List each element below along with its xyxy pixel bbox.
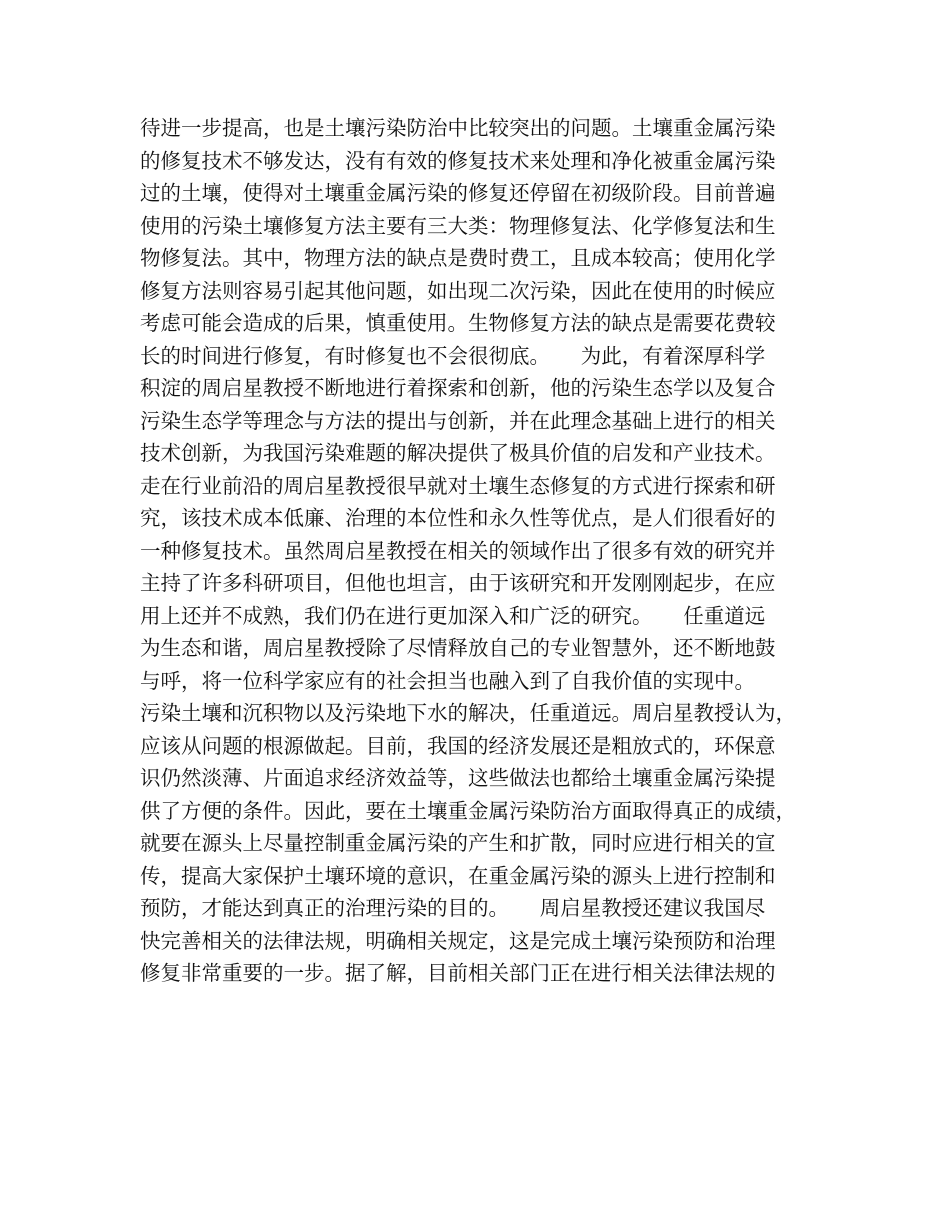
text-line-6: 修复方法则容易引起其他问题，如出现二次污染，因此在使用的时候应 (140, 278, 776, 303)
text-line-20: 应该从问题的根源做起。目前，我国的经济发展还是粗放式的，环保意 (140, 733, 776, 758)
text-line-19: 污染土壤和沉积物以及污染地下水的解决，任重道远。周启星教授认为， (140, 701, 796, 725)
text-line-9: 积淀的周启星教授不断地进行着探索和创新，他的污染生态学以及复合 (140, 376, 776, 400)
text-line-17: 为生态和谐，周启星教授除了尽情释放自己的专业智慧外，还不断地鼓 (140, 636, 776, 660)
text-line-13: 究，该技术成本低廉、治理的本位性和永久性等优点，是人们很看好的 (140, 506, 776, 530)
text-line-16: 用上还并不成熟，我们仍在进行更加深入和广泛的研究。 任重道远 (140, 603, 766, 628)
text-line-2: 的修复技术不够发达，没有有效的修复技术来处理和净化被重金属污染 (140, 148, 776, 173)
text-line-18: 与呼，将一位科学家应有的社会担当也融入到了自我价值的实现中。 (140, 668, 755, 693)
text-line-5: 物修复法。其中，物理方法的缺点是费时费工，且成本较高；使用化学 (140, 246, 776, 270)
text-line-4: 使用的污染土壤修复方法主要有三大类：物理修复法、化学修复法和生 (140, 213, 776, 238)
text-line-15: 主持了许多科研项目，但他也坦言，由于该研究和开发刚刚起步，在应 (140, 571, 776, 595)
text-line-25: 预防，才能达到真正的治理污染的目的。 周启星教授还建议我国尽 (140, 896, 766, 920)
text-line-26: 快完善相关的法律法规，明确相关规定，这是完成土壤污染预防和治理 (140, 928, 776, 953)
text-line-7: 考虑可能会造成的后果，慎重使用。生物修复方法的缺点是需要花费较 (140, 311, 776, 335)
text-line-1: 待进一步提高，也是土壤污染防治中比较突出的问题。土壤重金属污染 (140, 116, 776, 140)
text-line-3: 过的土壤，使得对土壤重金属污染的修复还停留在初级阶段。目前普遍 (140, 181, 776, 205)
text-line-11: 技术创新，为我国污染难题的解决提供了极具价值的启发和产业技术。 (140, 441, 776, 465)
text-line-14: 一种修复技术。虽然周启星教授在相关的领域作出了很多有效的研究并 (140, 538, 776, 563)
body-text (140, 112, 830, 990)
text-line-12: 走在行业前沿的周启星教授很早就对土壤生态修复的方式进行探索和研 (140, 473, 776, 498)
text-line-27: 修复非常重要的一步。据了解，目前相关部门正在进行相关法律法规的 (140, 961, 776, 985)
text-line-8: 长的时间进行修复，有时修复也不会很彻底。 为此，有着深厚科学 (140, 343, 766, 368)
text-line-22: 供了方便的条件。因此，要在土壤重金属污染防治方面取得真正的成绩， (140, 798, 796, 823)
text-line-23: 就要在源头上尽量控制重金属污染的产生和扩散，同时应进行相关的宣 (140, 831, 776, 855)
text-line-24: 传，提高大家保护土壤环境的意识，在重金属污染的源头上进行控制和 (140, 863, 776, 888)
text-line-21: 识仍然淡薄、片面追求经济效益等，这些做法也都给土壤重金属污染提 (140, 766, 776, 790)
text-line-10: 污染生态学等理念与方法的提出与创新，并在此理念基础上进行的相关 (140, 408, 776, 433)
